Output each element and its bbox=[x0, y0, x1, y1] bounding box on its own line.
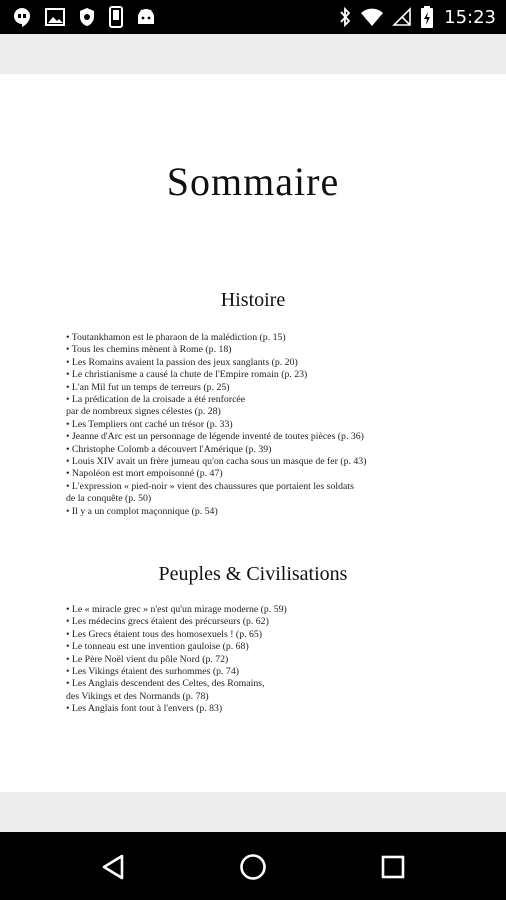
home-icon bbox=[238, 852, 268, 882]
back-icon bbox=[100, 853, 126, 881]
page-title: Sommaire bbox=[166, 159, 340, 204]
toc-item: • L'an Mil fut un temps de terreurs (p. 25) bbox=[66, 381, 230, 393]
section-heading-histoire: Histoire bbox=[220, 289, 286, 311]
navigation-bar bbox=[0, 832, 506, 900]
wifi-icon bbox=[360, 7, 384, 27]
section-heading-peuples: Peuples & Civilisations bbox=[158, 563, 348, 585]
toc-item: • La prédication de la croisade a été renforcée par de nombreux signes célestes (p. 28) bbox=[66, 394, 246, 418]
back-button[interactable] bbox=[96, 850, 130, 884]
image-icon bbox=[45, 8, 65, 26]
toc-item: • Toutankhamon est le pharaon de la malédiction (p. 15) bbox=[66, 332, 286, 343]
toc-item: • Le tonneau est une invention gauloise (p. 68) bbox=[66, 641, 249, 653]
reader-bottom-margin bbox=[0, 792, 506, 832]
battery-charging-icon bbox=[420, 5, 434, 29]
toc-item: • Les Romains avaient la passion des jeux sanglants (p. 20) bbox=[66, 356, 298, 368]
toc-item: • Les médecins grecs étaient des précurseurs (p. 62) bbox=[66, 616, 269, 628]
status-time: 15:23 bbox=[444, 6, 496, 28]
hangouts-icon bbox=[12, 7, 32, 27]
toc-item: • Tous les chemins mènent à Rome (p. 18) bbox=[66, 344, 232, 356]
recents-icon bbox=[380, 854, 406, 880]
toc-item: • Le Père Noël vient du pôle Nord (p. 72) bbox=[66, 653, 229, 665]
android-icon bbox=[136, 8, 156, 26]
bluetooth-icon bbox=[338, 6, 352, 28]
shield-icon bbox=[78, 7, 96, 27]
no-sim-icon bbox=[392, 7, 412, 27]
toc-item: • Les Anglais font tout à l'envers (p. 83) bbox=[66, 703, 223, 715]
toc-list-peuples bbox=[66, 604, 466, 716]
toc-list-histoire bbox=[66, 332, 466, 518]
book-page[interactable] bbox=[0, 74, 506, 792]
toc-item: • Les Templiers ont caché un trésor (p. 33) bbox=[66, 418, 233, 430]
toc-item: • Les Vikings étaient des surhommes (p. 74) bbox=[66, 666, 239, 678]
toc-item: • Christophe Colomb a découvert l'Amérique (p. 39) bbox=[66, 443, 272, 455]
reader-top-margin bbox=[0, 34, 506, 74]
toc-item: • Il y a un complot maçonnique (p. 54) bbox=[66, 505, 218, 517]
recents-button[interactable] bbox=[376, 850, 410, 884]
toc-item: • Napoléon est mort empoisonné (p. 47) bbox=[66, 468, 223, 480]
toc-item: • Le christianisme a causé la chute de l'Empire romain (p. 23) bbox=[66, 369, 308, 381]
toc-item: • Jeanne d'Arc est un personnage de légende inventé de toutes pièces (p. 36) bbox=[66, 431, 364, 443]
status-bar bbox=[0, 0, 506, 34]
toc-item: • Les Grecs étaient tous des homosexuels ! (p. 65) bbox=[66, 628, 263, 640]
toc-item: • Louis XIV avait un frère jumeau qu'on cacha sous un masque de fer (p. 43) bbox=[66, 456, 367, 468]
home-button[interactable] bbox=[236, 850, 270, 884]
toc-item: • Les Anglais descendent des Celtes, des Romains, des Vikings et des Normands (p. 78) bbox=[66, 678, 265, 702]
toc-item: • Le « miracle grec » n'est qu'un mirage moderne (p. 59) bbox=[66, 604, 287, 615]
phone-icon bbox=[109, 6, 123, 28]
toc-item: • L'expression « pied-noir » vient des chaussures que portaient les soldats de la conquête (p. 50) bbox=[66, 480, 354, 505]
